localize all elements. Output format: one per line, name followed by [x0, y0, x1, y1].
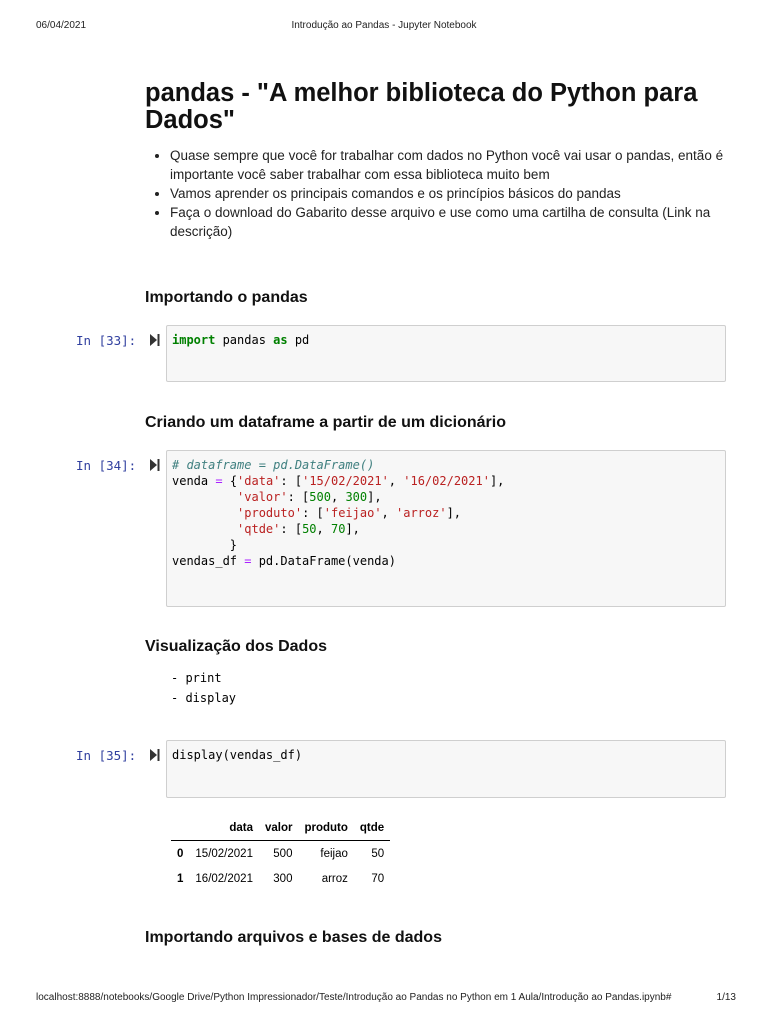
table-cell: 15/02/2021: [195, 847, 253, 860]
cell-prompt: In [35]:: [76, 748, 137, 763]
table-row: [171, 866, 390, 891]
index-header: [171, 818, 189, 841]
table-row: [171, 841, 390, 867]
intro-bullet: • Vamos aprender os principais comandos e os princípios básicos do pandas: [170, 184, 730, 203]
column-header: valor: [259, 818, 299, 841]
section-heading-importing: Importando o pandas: [145, 289, 308, 306]
table-cell: feijao: [320, 847, 348, 860]
section-heading-dataframe: Criando um dataframe a partir de um dicionário: [145, 414, 506, 431]
column-header: produto: [298, 818, 353, 841]
dataframe-output-table: [171, 818, 390, 891]
table-cell: 16/02/2021: [195, 872, 253, 885]
table-cell: 300: [273, 872, 293, 885]
print-title: Introdução ao Pandas - Jupyter Notebook: [291, 20, 477, 31]
table-cell: 50: [371, 847, 385, 860]
visualization-list: [171, 668, 236, 708]
column-header: data: [189, 818, 259, 841]
visualization-item: - display: [171, 691, 237, 705]
table-cell: 500: [273, 847, 293, 860]
run-cell-icon[interactable]: [150, 749, 160, 761]
column-header: qtde: [354, 818, 390, 841]
section-heading-files: Importando arquivos e bases de dados: [145, 929, 442, 946]
code-cell[interactable]: # dataframe = pd.DataFrame() venda = {'data': ['15/02/2021', '16/02/2021'], 'valor': [500, 300], 'produto': ['feijao', 'arroz'], 'qtde': [50, 70], } vendas_df = pd.DataFrame(venda): [166, 450, 726, 607]
visualization-item: - print: [171, 671, 222, 685]
section-heading-visualization: Visualização dos Dados: [145, 638, 327, 655]
row-index: 0: [177, 847, 184, 860]
table-header-row: [171, 818, 390, 841]
page-number: 1/13: [716, 992, 736, 1003]
run-cell-icon[interactable]: [150, 334, 160, 346]
row-index: 1: [177, 872, 184, 885]
intro-bullet-list: [150, 146, 730, 241]
table-cell: arroz: [321, 872, 348, 885]
cell-prompt: In [34]:: [76, 458, 137, 473]
run-cell-icon[interactable]: [150, 459, 160, 471]
code-cell[interactable]: display(vendas_df): [166, 740, 726, 798]
notebook-title: pandas - "A melhor biblioteca do Python para Dados": [145, 79, 698, 134]
intro-bullet: • Faça o download do Gabarito desse arquivo e use como uma cartilha de consulta (Link na descrição): [170, 203, 730, 241]
print-date: 06/04/2021: [36, 20, 87, 31]
table-cell: 70: [371, 872, 385, 885]
intro-bullet: • Quase sempre que você for trabalhar com dados no Python você vai usar o pandas, então é importante você saber trabalhar com essa biblioteca muito bem: [170, 146, 730, 184]
cell-prompt: In [33]:: [76, 333, 137, 348]
print-url: localhost:8888/notebooks/Google Drive/Python Impressionador/Teste/Introdução ao Pandas no Python em 1 Aula/Introdução ao Pandas.ipynb#: [36, 992, 672, 1003]
code-cell[interactable]: import pandas as pd: [166, 325, 726, 382]
